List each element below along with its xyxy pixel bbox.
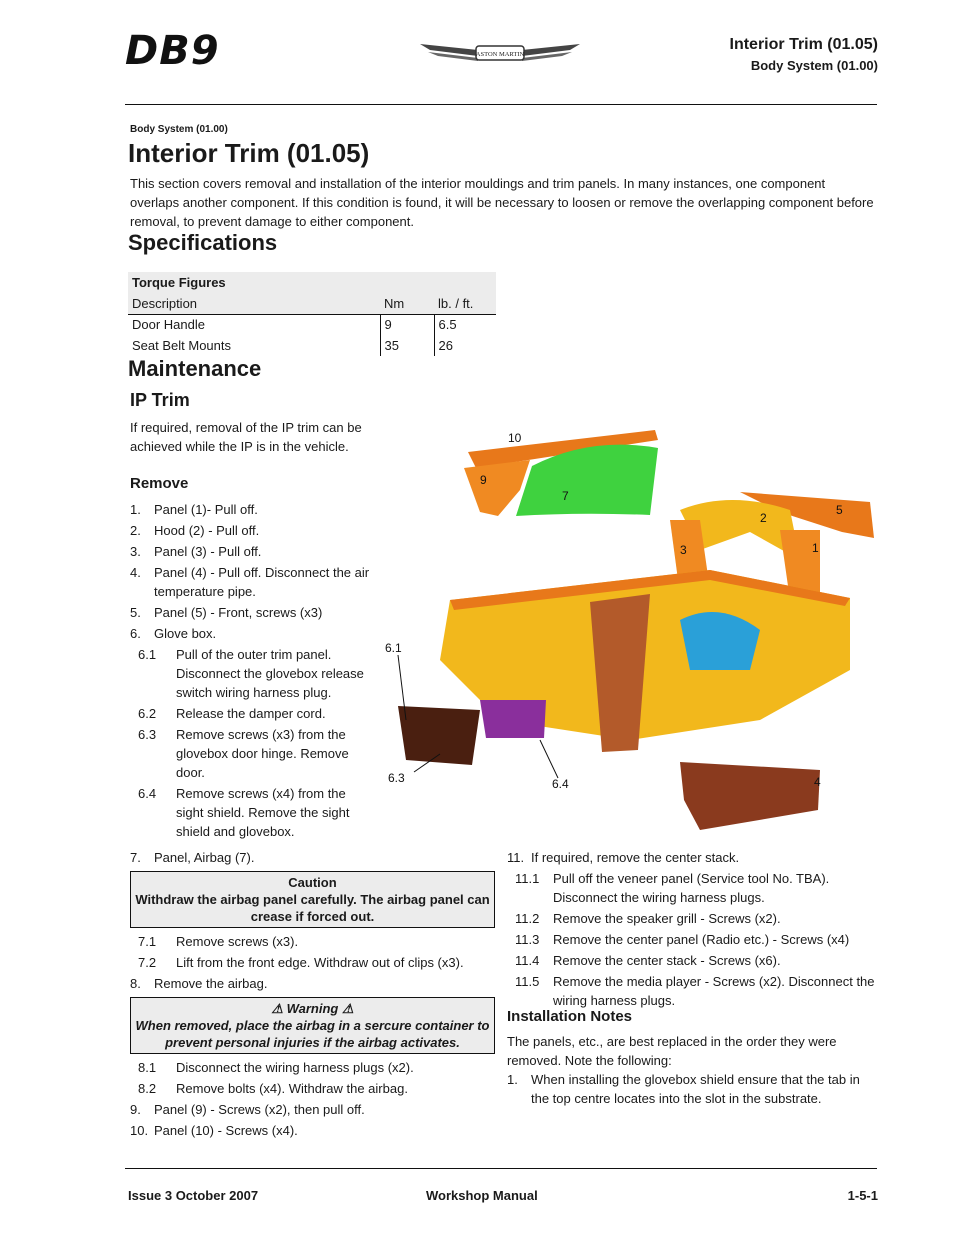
table-row bbox=[128, 335, 496, 356]
sub-list-item: 11.2 Remove the speaker grill - Screws (x2). bbox=[515, 911, 781, 926]
list-item: 1. Panel (1)- Pull off. bbox=[130, 502, 258, 517]
sub-list-item: 6.2 Release the damper cord. bbox=[138, 706, 326, 721]
sub-list-item: 8.2 Remove bolts (x4). Withdraw the airbag. bbox=[138, 1081, 408, 1096]
callout-6-1: 6.1 bbox=[385, 641, 402, 655]
callout-3: 3 bbox=[680, 543, 687, 557]
torque-table-caption: Torque Figures bbox=[128, 272, 496, 293]
column-header-lbft: lb. / ft. bbox=[434, 293, 496, 314]
list-item: 7. Panel, Airbag (7). bbox=[130, 850, 255, 865]
maintenance-heading: Maintenance bbox=[128, 356, 262, 381]
callout-2: 2 bbox=[760, 511, 767, 525]
column-header-nm: Nm bbox=[380, 293, 434, 314]
torque-table bbox=[128, 272, 496, 356]
sub-list-item: 11.3 Remove the center panel (Radio etc.) - Screws (x4) bbox=[515, 932, 850, 947]
sub-list-item: 6.3 Remove screws (x3) from the glovebox door hinge. Remove door. bbox=[138, 727, 349, 780]
header-title: Interior Trim (01.05) bbox=[729, 36, 878, 53]
remove-heading: Remove bbox=[130, 475, 189, 492]
caution-text: Withdraw the airbag panel carefully. The airbag panel can crease if forced out. bbox=[135, 892, 490, 924]
table-row bbox=[128, 314, 496, 335]
list-item: 5. Panel (5) - Front, screws (x3) bbox=[130, 605, 323, 620]
remove-steps-list bbox=[130, 500, 370, 843]
footer-page-number: 1-5-1 bbox=[847, 1188, 878, 1203]
table-cell: Seat Belt Mounts bbox=[132, 338, 231, 353]
callout-7: 7 bbox=[562, 489, 569, 503]
warning-box bbox=[130, 997, 495, 1054]
brand-wordmark: ASTON MARTIN bbox=[475, 51, 525, 58]
ip-trim-text: If required, removal of the IP trim can be achieved while the IP is in the vehicle. bbox=[130, 420, 362, 454]
specifications-heading: Specifications bbox=[128, 230, 278, 255]
caution-title: Caution bbox=[288, 875, 337, 890]
table-cell: 9 bbox=[380, 314, 434, 335]
callout-9: 9 bbox=[480, 473, 487, 487]
db9-logo: DB9 bbox=[125, 28, 220, 74]
remove-steps-continued bbox=[130, 848, 495, 1142]
installation-text: The panels, etc., are best replaced in the order they were removed. Note the following: bbox=[507, 1034, 837, 1068]
list-item: 11. If required, remove the center stack. bbox=[507, 850, 740, 865]
callout-6-4: 6.4 bbox=[552, 777, 569, 791]
page-title: Interior Trim (01.05) bbox=[128, 138, 370, 168]
footer-issue: Issue 3 October 2007 bbox=[128, 1188, 259, 1203]
list-item: 3. Panel (3) - Pull off. bbox=[130, 544, 262, 559]
callout-10: 10 bbox=[508, 431, 522, 445]
sub-list-item: 6.1 Pull of the outer trim panel. Disconnect the glovebox release switch wiring harness plug. bbox=[138, 647, 364, 700]
table-cell: 35 bbox=[380, 335, 434, 356]
sub-list-item: 8.1 Disconnect the wiring harness plugs (x2). bbox=[138, 1060, 414, 1075]
warning-title: Warning bbox=[286, 1001, 339, 1016]
sub-list-item: 7.2 Lift from the front edge. Withdraw out of clips (x3). bbox=[138, 955, 464, 970]
intro-paragraph: This section covers removal and installation of the interior mouldings and trim panels. In many instances, one component overlaps another component. If this condition is found, it will be necessary to loosen or remove the overlapping component before removal, to prevent damage to either component. bbox=[130, 176, 874, 229]
breadcrumb: Body System (01.00) bbox=[130, 124, 228, 135]
installation-notes-heading: Installation Notes bbox=[507, 1008, 633, 1025]
warning-icon: ⚠ bbox=[271, 1001, 283, 1016]
sub-list-item: 11.1 Pull off the veneer panel (Service tool No. TBA). Disconnect the wiring harness plugs. bbox=[515, 871, 830, 905]
header-subtitle: Body System (01.00) bbox=[750, 58, 878, 73]
footer-manual: Workshop Manual bbox=[426, 1188, 538, 1203]
column-header-description: Description bbox=[128, 293, 380, 314]
ip-trim-exploded-diagram bbox=[380, 420, 880, 840]
callout-1: 1 bbox=[812, 541, 819, 555]
center-stack-steps bbox=[507, 848, 879, 1012]
warning-icon: ⚠ bbox=[342, 1001, 354, 1016]
warning-text: When removed, place the airbag in a sercure container to prevent personal injuries if the airbag activates. bbox=[135, 1018, 490, 1050]
list-item: 6. Glove box. bbox=[130, 626, 217, 641]
aston-martin-wings-logo bbox=[420, 38, 580, 68]
footer-rule bbox=[125, 1168, 877, 1169]
glovebox-door bbox=[398, 706, 480, 765]
sub-list-item: 6.4 Remove screws (x4) from the sight shield. Remove the sight shield and glovebox. bbox=[138, 786, 350, 839]
panel-4 bbox=[680, 762, 820, 830]
table-cell: Door Handle bbox=[132, 317, 205, 333]
sub-list-item: 11.5 Remove the media player - Screws (x2). Disconnect the wiring harness plugs. bbox=[515, 974, 875, 1008]
callout-6-3: 6.3 bbox=[388, 771, 405, 785]
installation-notes bbox=[507, 1032, 877, 1110]
header-rule bbox=[125, 104, 877, 105]
callout-5: 5 bbox=[836, 503, 843, 517]
sub-list-item: 11.4 Remove the center stack - Screws (x6). bbox=[515, 953, 781, 968]
list-item: 4. Panel (4) - Pull off. Disconnect the air temperature pipe. bbox=[130, 565, 370, 599]
list-item: 8. Remove the airbag. bbox=[130, 976, 268, 991]
list-item: 9. Panel (9) - Screws (x2), then pull off. bbox=[130, 1102, 365, 1117]
callout-4: 4 bbox=[814, 775, 821, 789]
glovebox-sight-shield bbox=[480, 700, 546, 738]
caution-box bbox=[130, 871, 495, 928]
table-cell: 26 bbox=[434, 335, 496, 356]
list-item: 2. Hood (2) - Pull off. bbox=[130, 523, 260, 538]
table-cell: 6.5 bbox=[434, 314, 496, 335]
list-item: 10. Panel (10) - Screws (x4). bbox=[130, 1123, 298, 1138]
sub-list-item: 7.1 Remove screws (x3). bbox=[138, 934, 299, 949]
ip-trim-heading: IP Trim bbox=[130, 390, 190, 410]
list-item: 1. When installing the glovebox shield ensure that the tab in the top centre locates into the slot in the substrate. bbox=[507, 1072, 860, 1106]
